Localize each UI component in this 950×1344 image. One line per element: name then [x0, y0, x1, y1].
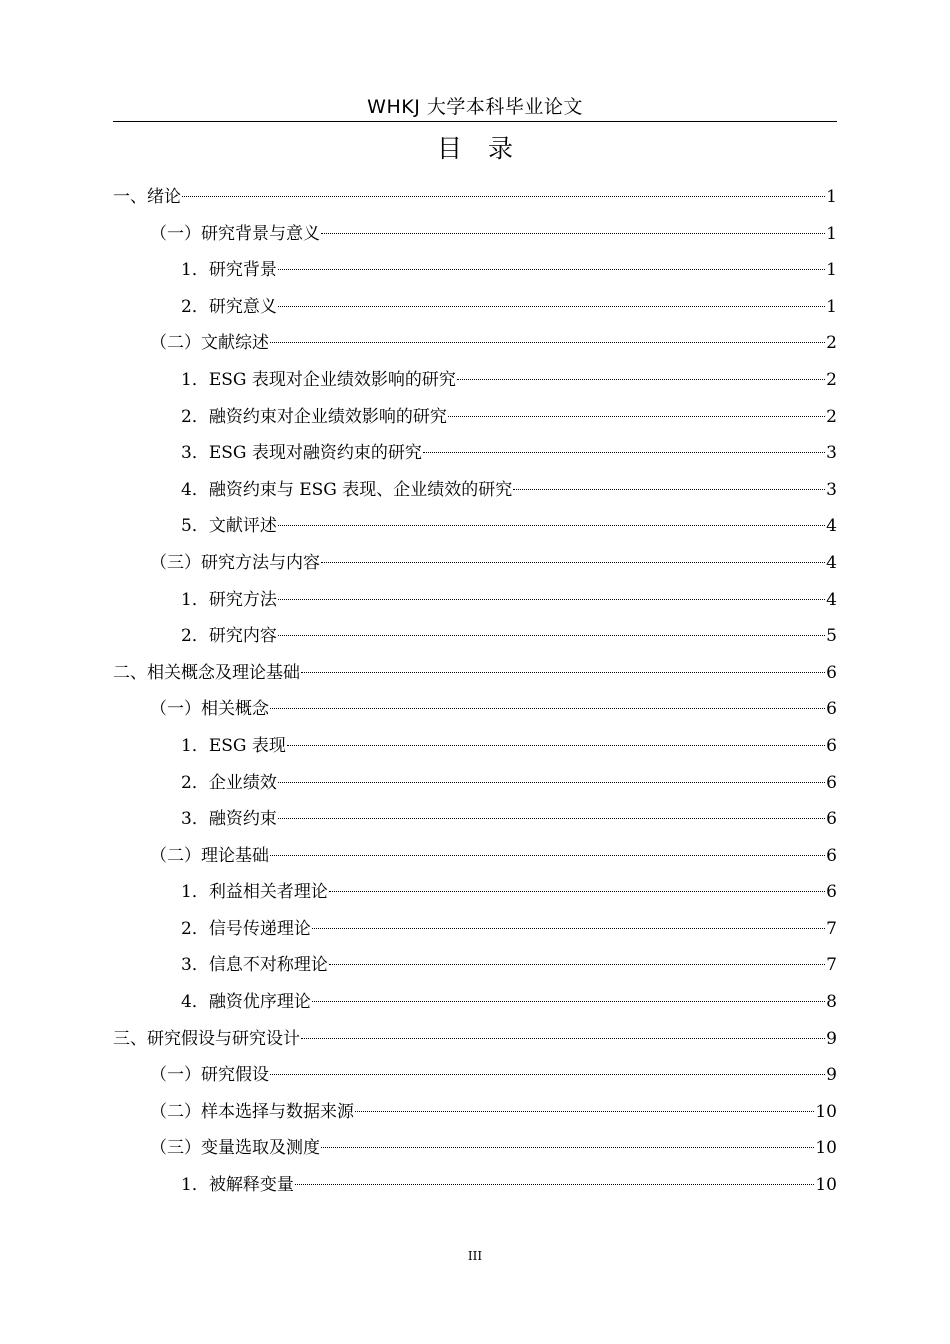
toc-dot-leader: [182, 196, 825, 197]
toc-entry-label: 1．ESG 表现对企业绩效影响的研究: [181, 369, 456, 390]
toc-entry-page: 5: [826, 626, 837, 647]
toc-dot-leader: [295, 1184, 815, 1185]
toc-entry-label: 一、绪论: [113, 187, 181, 207]
toc-entry-label: （二）文献综述: [150, 333, 269, 354]
toc-entry[interactable]: [113, 911, 837, 948]
toc-entry-page: 9: [826, 1028, 837, 1049]
toc-entry-page: 2: [826, 333, 837, 354]
toc-entry-page: 3: [826, 443, 837, 464]
toc-entry-page: 3: [826, 479, 837, 500]
toc-entry-label: 2．信号传递理论: [181, 918, 311, 939]
toc-entry-page: 8: [826, 992, 837, 1013]
toc-entry-page: 6: [826, 735, 837, 756]
toc-entry[interactable]: [113, 472, 837, 509]
toc-entry-label: 4．融资优序理论: [181, 992, 311, 1013]
toc-entry-page: 2: [826, 369, 837, 390]
toc-entry-label: （三）研究方法与内容: [150, 552, 320, 573]
toc-entry-page: 10: [815, 1101, 837, 1122]
toc-dot-leader: [321, 562, 825, 563]
toc-dot-leader: [270, 855, 825, 856]
toc-dot-leader: [287, 745, 825, 746]
toc-dot-leader: [278, 818, 825, 819]
toc-entry-page: 6: [826, 882, 837, 903]
toc-entry[interactable]: [113, 545, 837, 582]
toc-dot-leader: [312, 1001, 825, 1002]
toc-entry[interactable]: [113, 582, 837, 619]
toc-entry-page: 1: [826, 187, 837, 207]
toc-entry[interactable]: [113, 216, 837, 253]
toc-entry[interactable]: [113, 838, 837, 875]
toc-entry[interactable]: [113, 618, 837, 655]
toc-entry-page: 10: [815, 1138, 837, 1159]
toc-entry-label: 5．文献评述: [181, 516, 277, 537]
toc-entry[interactable]: [113, 435, 837, 472]
toc-entry[interactable]: [113, 874, 837, 911]
toc-entry[interactable]: [113, 289, 837, 326]
toc-entry-page: 1: [826, 296, 837, 317]
toc-dot-leader: [270, 1074, 825, 1075]
toc-entry-page: 9: [826, 1065, 837, 1086]
toc-entry[interactable]: [113, 765, 837, 802]
toc-entry-page: 6: [826, 772, 837, 793]
toc-entry[interactable]: [113, 1167, 837, 1204]
toc-dot-leader: [423, 452, 825, 453]
toc-entry-page: 2: [826, 406, 837, 427]
toc-entry[interactable]: [113, 691, 837, 728]
toc-dot-leader: [355, 1111, 814, 1112]
toc-entry[interactable]: [113, 508, 837, 545]
toc-entry[interactable]: [113, 984, 837, 1021]
toc-entry-label: （一）研究背景与意义: [150, 223, 320, 244]
toc-entry-label: 1．ESG 表现: [181, 735, 286, 756]
toc-entry-label: （三）变量选取及测度: [150, 1138, 320, 1159]
toc-dot-leader: [278, 306, 825, 307]
toc-dot-leader: [312, 928, 825, 929]
toc-dot-leader: [270, 708, 825, 709]
toc-entry[interactable]: [113, 1130, 837, 1167]
toc-entry[interactable]: [113, 325, 837, 362]
toc-title: 目录: [436, 134, 539, 163]
toc-dot-leader: [321, 233, 825, 234]
toc-entry-label: 1．研究背景: [181, 260, 277, 281]
toc-entry-page: 7: [826, 955, 837, 976]
toc-entry-page: 10: [815, 1175, 837, 1196]
toc-dot-leader: [270, 342, 825, 343]
toc-dot-leader: [278, 525, 825, 526]
table-of-contents: [113, 179, 837, 1204]
toc-dot-leader: [321, 1147, 814, 1148]
page-number: III: [467, 1249, 483, 1263]
toc-entry-page: 4: [826, 589, 837, 610]
toc-dot-leader: [278, 635, 825, 636]
toc-dot-leader: [457, 379, 825, 380]
toc-dot-leader: [329, 964, 825, 965]
toc-entry-label: 二、相关概念及理论基础: [113, 662, 300, 683]
toc-dot-leader: [278, 599, 825, 600]
toc-entry-label: 1．被解释变量: [181, 1175, 294, 1196]
toc-dot-leader: [513, 489, 825, 490]
toc-entry-page: 4: [826, 552, 837, 573]
toc-entry-label: （一）研究假设: [150, 1065, 269, 1086]
toc-dot-leader: [301, 672, 825, 673]
toc-entry[interactable]: [113, 179, 837, 216]
toc-entry-page: 1: [826, 260, 837, 281]
toc-entry-page: 1: [826, 223, 837, 244]
toc-dot-leader: [278, 269, 825, 270]
toc-entry-label: （一）相关概念: [150, 699, 269, 720]
toc-entry[interactable]: [113, 399, 837, 436]
toc-entry[interactable]: [113, 728, 837, 765]
toc-entry-label: （二）样本选择与数据来源: [150, 1101, 354, 1122]
header-rule: [113, 121, 837, 122]
toc-entry-label: 2．企业绩效: [181, 772, 277, 793]
toc-dot-leader: [301, 1038, 825, 1039]
toc-entry-label: 3．信息不对称理论: [181, 955, 328, 976]
toc-entry-label: 三、研究假设与研究设计: [113, 1028, 300, 1049]
toc-dot-leader: [278, 782, 825, 783]
page-header: WHKJ 大学本科毕业论文: [367, 96, 583, 118]
toc-entry-label: 3．ESG 表现对融资约束的研究: [181, 443, 422, 464]
toc-entry-label: 1．利益相关者理论: [181, 882, 328, 903]
toc-entry[interactable]: [113, 1021, 837, 1058]
toc-entry[interactable]: [113, 947, 837, 984]
toc-entry[interactable]: [113, 801, 837, 838]
toc-entry-page: 6: [826, 699, 837, 720]
toc-entry-label: 1．研究方法: [181, 589, 277, 610]
toc-entry-page: 7: [826, 918, 837, 939]
toc-entry-label: 2．研究意义: [181, 296, 277, 317]
toc-entry-label: 2．研究内容: [181, 626, 277, 647]
toc-entry-page: 6: [826, 809, 837, 830]
toc-entry-page: 6: [826, 845, 837, 866]
toc-dot-leader: [329, 891, 825, 892]
toc-entry[interactable]: [113, 362, 837, 399]
toc-entry-label: 3．融资约束: [181, 809, 277, 830]
toc-entry[interactable]: [113, 1094, 837, 1131]
toc-entry[interactable]: [113, 252, 837, 289]
toc-entry-label: 4．融资约束与 ESG 表现、企业绩效的研究: [181, 479, 513, 500]
toc-entry[interactable]: [113, 1057, 837, 1094]
toc-entry[interactable]: [113, 655, 837, 692]
toc-entry-page: 4: [826, 516, 837, 537]
toc-dot-leader: [448, 416, 825, 417]
toc-entry-label: 2．融资约束对企业绩效影响的研究: [181, 406, 447, 427]
toc-entry-label: （二）理论基础: [150, 845, 269, 866]
toc-entry-page: 6: [826, 662, 837, 683]
